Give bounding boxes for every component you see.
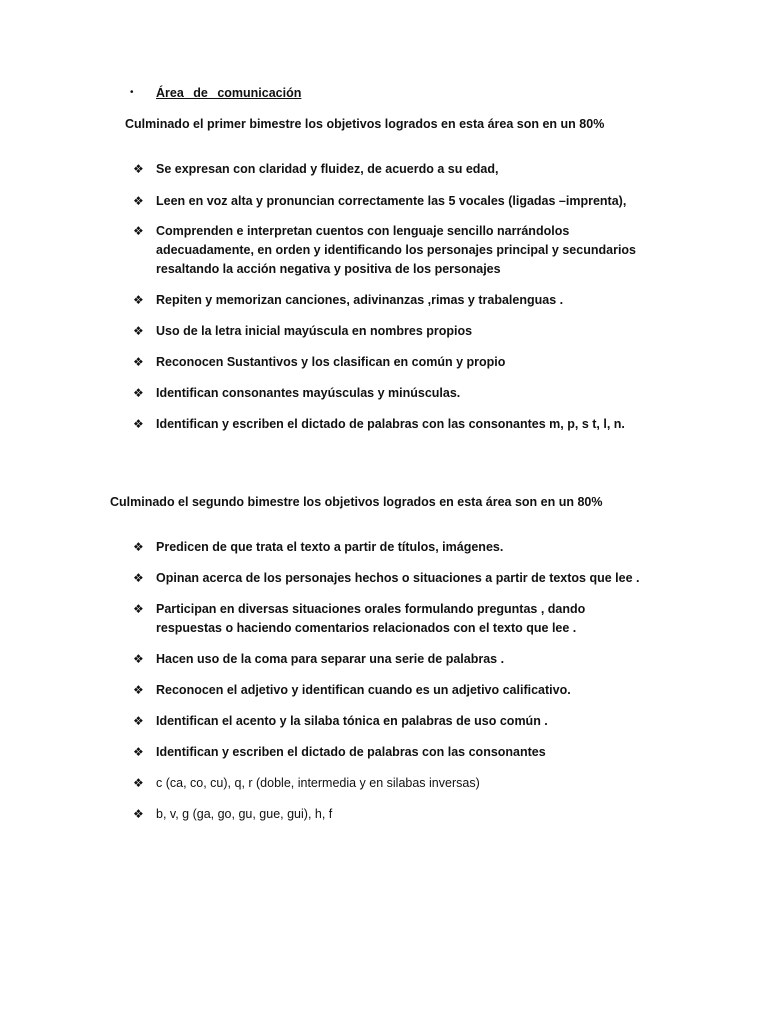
objective-item <box>133 291 653 310</box>
objective-text: Identifican y escriben el dictado de palabras con las consonantes <box>156 745 546 759</box>
objective-text: Identifican y escriben el dictado de palabras con las consonantes m, p, s t, l, n. <box>156 417 625 431</box>
objective-text: Uso de la letra inicial mayúscula en nombres propios <box>156 324 473 338</box>
diamond-bullet-icon: ❖ <box>133 162 144 176</box>
objective-item <box>133 774 653 793</box>
diamond-bullet-icon: ❖ <box>133 714 144 728</box>
objective-item <box>133 743 653 762</box>
objective-text: Leen en voz alta y pronuncian correctamente las 5 vocales (ligadas –imprenta), <box>156 194 627 208</box>
diamond-bullet-icon: ❖ <box>133 293 144 307</box>
objective-item <box>133 353 653 372</box>
intro-first-bimester: Culminado el primer bimestre los objetivos logrados en esta área son en un 80% <box>125 117 605 131</box>
objectives-list-first <box>133 148 653 434</box>
section-heading <box>130 86 301 100</box>
diamond-bullet-icon: ❖ <box>133 602 144 616</box>
objective-text: b, v, g (ga, go, gu, gue, gui), h, f <box>156 807 333 821</box>
objective-item <box>133 805 653 824</box>
diamond-bullet-icon: ❖ <box>133 324 144 338</box>
objective-text: c (ca, co, cu), q, r (doble, intermedia y en silabas inversas) <box>156 776 480 790</box>
diamond-bullet-icon: ❖ <box>133 652 144 666</box>
objective-text: Opinan acerca de los personajes hechos o situaciones a partir de textos que lee . <box>156 571 640 585</box>
objective-text: Participan en diversas situaciones orales formulando preguntas , dando respuestas o haciendo comentarios relacionados con el texto que lee . <box>156 602 586 635</box>
objective-item <box>133 160 653 179</box>
objective-text: Repiten y memorizan canciones, adivinanzas ,rimas y trabalenguas . <box>156 293 564 307</box>
diamond-bullet-icon: ❖ <box>133 417 144 431</box>
diamond-bullet-icon: ❖ <box>133 224 144 238</box>
diamond-bullet-icon: ❖ <box>133 571 144 585</box>
diamond-bullet-icon: ❖ <box>133 745 144 759</box>
objective-item <box>133 222 653 279</box>
objective-item <box>133 712 653 731</box>
diamond-bullet-icon: ❖ <box>133 540 144 554</box>
objective-item <box>133 538 653 557</box>
objective-item <box>133 650 653 669</box>
objective-text: Identifican el acento y la silaba tónica en palabras de uso común . <box>156 714 548 728</box>
objective-item <box>133 569 653 588</box>
objectives-list-second <box>133 526 653 824</box>
diamond-bullet-icon: ❖ <box>133 355 144 369</box>
objective-item <box>133 322 653 341</box>
diamond-bullet-icon: ❖ <box>133 807 144 821</box>
intro-second-bimester: Culminado el segundo bimestre los objetivos logrados en esta área son en un 80% <box>110 495 603 509</box>
objective-item <box>133 600 653 638</box>
objective-item <box>133 681 653 700</box>
objective-text: Identifican consonantes mayúsculas y minúsculas. <box>156 386 461 400</box>
objective-text: Comprenden e interpretan cuentos con lenguaje sencillo narrándolos adecuadamente, en orden y identificando los personajes principal y secundarios resaltando la acción negativa y positiva de los personajes <box>156 224 636 276</box>
diamond-bullet-icon: ❖ <box>133 776 144 790</box>
heading-bullet: • <box>130 87 134 98</box>
objective-item <box>133 192 653 211</box>
objective-text: Se expresan con claridad y fluidez, de acuerdo a su edad, <box>156 162 499 176</box>
objective-text: Predicen de que trata el texto a partir de títulos, imágenes. <box>156 540 504 554</box>
objective-text: Reconocen el adjetivo y identifican cuando es un adjetivo calificativo. <box>156 683 571 697</box>
diamond-bullet-icon: ❖ <box>133 194 144 208</box>
objective-text: Hacen uso de la coma para separar una serie de palabras . <box>156 652 505 666</box>
objective-text: Reconocen Sustantivos y los clasifican en común y propio <box>156 355 506 369</box>
diamond-bullet-icon: ❖ <box>133 683 144 697</box>
objective-item <box>133 415 653 434</box>
objective-item <box>133 384 653 403</box>
heading-title: Área de comunicación <box>156 86 302 100</box>
diamond-bullet-icon: ❖ <box>133 386 144 400</box>
